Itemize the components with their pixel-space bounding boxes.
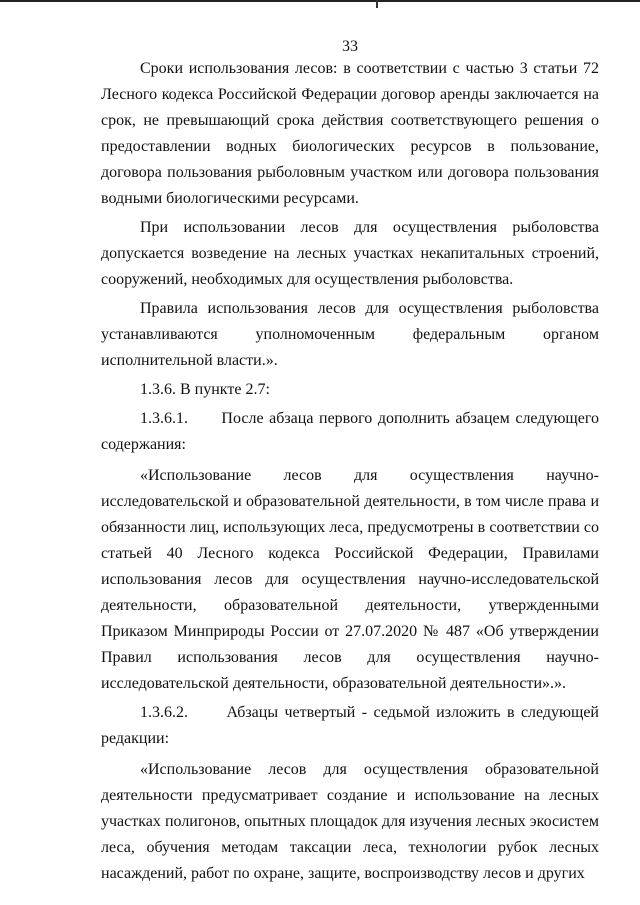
paragraph-item-1-3-6-2: 1.3.6.2. Абзацы четвертый - седьмой изложить в следующей редакции: [101, 704, 603, 747]
page-number: 33 [342, 38, 358, 55]
paragraph-item-1-3-6: 1.3.6. В пункте 2.7: [140, 381, 270, 398]
paragraph-fishing-structures: При использовании лесов для осуществления рыболовства допускается возведение на лесных участках некапитальных строений, сооружений, необходимых для осуществления рыболовства. [101, 219, 599, 288]
paragraph-education-usage: «Использование лесов для осуществления образовательной деятельности предусматривает создание и использование на лесных участках полигонов, опытных площадок для изучения лесных экосистем леса, обучения методам таксации леса, технологии рубок лесных насаждений, работ по охране, защите, воспроизводству лесов и других [101, 761, 599, 882]
paragraph-usage-terms: Сроки использования лесов: в соответствии с частью 3 статьи 72 Лесного кодекса Российской Федерации договор аренды заключается на срок, не превышающий срока действия соответствующего решения о предоставлении водных биологических ресурсов в пользование, договора пользования рыболовным участком или договора пользования водными биологическими ресурсами. [101, 60, 599, 207]
document-body [101, 56, 603, 887]
paragraph-item-1-3-6-1: 1.3.6.1. После абзаца первого дополнить абзацем следующего содержания: [101, 410, 603, 453]
top-border-line [0, 0, 640, 2]
paragraph-fishing-rules: Правила использования лесов для осуществления рыболовства устанавливаются уполномоченным федеральным органом исполнительной власти.». [101, 300, 599, 369]
paragraph-research-education-usage: «Использование лесов для осуществления научно-исследовательской и образовательной деятельности, в том числе права и обязанности лиц, использующих леса, предусмотрены в соответствии со статьей 40 Лесного кодекса Российской Федерации, Правилами использования лесов для осуществления научно-исследовательской деятельности, образовательной деятельности, утвержденными Приказом Минприроды России от 27.07.2020 № 487 «Об утверждении Правил использования лесов для осуществления научно-исследовательской деятельности, образовательной деятельности».». [101, 467, 599, 692]
top-tick-mark [376, 0, 378, 8]
